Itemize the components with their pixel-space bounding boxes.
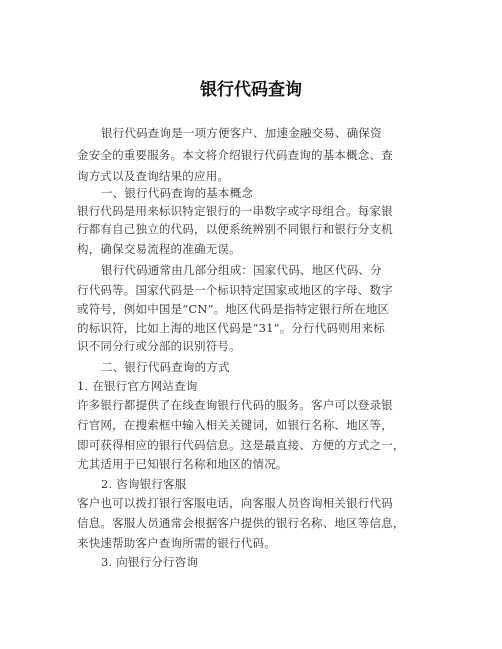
paragraph-line: 金安全的重要服务。本文将介绍银行代码查询的基本概念、查 [77, 148, 393, 162]
paragraph-line: 信息。客服人员通常会根据客户提供的银行名称、地区等信息， [77, 516, 405, 530]
paragraph-line: 银行代码通常由几部分组成：国家代码、地区代码、分 [101, 263, 382, 277]
paragraph-line: 行都有自己独立的代码，以便系统辨别不同银行和银行分支机 [77, 222, 393, 236]
paragraph-line: 识不同分行或分部的识别符号。 [77, 339, 241, 353]
paragraph-line: 或符号，例如中国是“CN”。地区代码是指特定银行所在地区 [77, 302, 390, 316]
paragraph-line: 构，确保交易流程的准确无误。 [77, 242, 241, 256]
paragraph-line: 银行代码查询是一项方便客户、加速金融交易、确保资 [101, 126, 382, 140]
paragraph-line: 行代码等。国家代码是一个标识特定国家或地区的字母、数字 [77, 283, 393, 297]
subsection-heading: 1. 在银行官方网站查询 [77, 379, 198, 393]
paragraph-line: 行官网，在搜索框中输入相关关键词，如银行名称、地区等， [77, 418, 393, 432]
section-heading: 二、银行代码查询的方式 [101, 360, 230, 374]
document-title: 银行代码查询 [200, 80, 302, 100]
paragraph-line: 客户也可以拨打银行客服电话，向客服人员咨询相关银行代码 [77, 496, 393, 510]
paragraph-line: 即可获得相应的银行代码信息。这是最直接、方便的方式之一， [77, 438, 405, 452]
paragraph-line: 询方式以及查询结果的应用。 [77, 169, 230, 183]
subsection-heading: 3. 向银行分行咨询 [101, 555, 199, 569]
paragraph-line: 银行代码是用来标识特定银行的一串数字或字母组合。每家银 [77, 204, 393, 218]
paragraph-line: 尤其适用于已知银行名称和地区的情况。 [77, 457, 288, 471]
paragraph-line: 的标识符，比如上海的地区代码是“31”。分行代码则用来标 [77, 321, 385, 335]
paragraph-line: 许多银行都提供了在线查询银行代码的服务。客户可以登录银 [77, 398, 393, 412]
section-heading: 一、银行代码查询的基本概念 [101, 186, 254, 200]
paragraph-line: 来快速帮助客户查询所需的银行代码。 [77, 536, 276, 550]
subsection-heading: 2. 咨询银行客服 [101, 477, 187, 491]
